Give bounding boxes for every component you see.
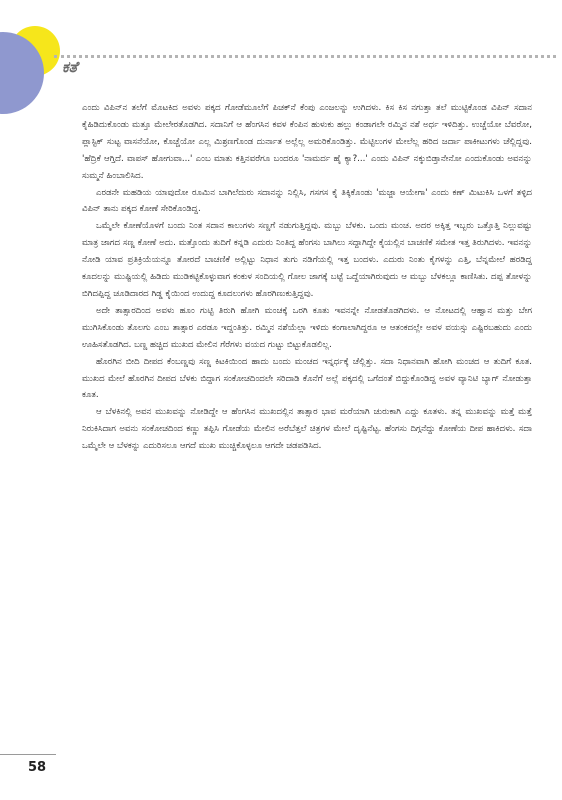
article-body [82,100,532,455]
paragraph-4: ಅದೇ ತಾತ್ಸಾರದಿಂದ ಅವಳು ಹೂಂ ಗುಟ್ಟಿ ತಿರುಗಿ ಹೋಗಿ ಮಂಚಕ್ಕೆ ಒರಗಿ ಕೂತು ಇವನನ್ನೇ ನೋಡತೊಡಗಿದಳು. ಆ ನೋಟದಲ್ಲಿ ಆಹ್ವಾನ ಮತ್ತು ಬೇಗ ಮುಗಿಸಿಕೊಂಡು ತೊಲಗು ಎಂಬ ತಾತ್ಸಾರ ಎರಡೂ ಇದ್ದಂತಿತ್ತು. ರಮ್ಮಿನ ನಶೆಯೆಲ್ಲಾ ಇಳಿದು ಕಂಗಾಲಾಗಿದ್ದರೂ ಆ ಆತಂಕದಲ್ಲೇ ಅವಳ ವಯಸ್ಸು ಎಷ್ಟಿರಬಹುದು ಎಂದು ಊಹಿಸತೊಡಗಿದ. ಬಣ್ಣ ಹಚ್ಚಿದ ಮುಖದ ಮೇಲಿನ ಗೆರೆಗಳು ವಯದ ಗುಟ್ಟು ಬಿಟ್ಟುಕೊಡಲಿಲ್ಲ. [82,305,532,350]
section-label: ಕತೆ [62,58,78,76]
page-number-rule [0,754,56,755]
header-dotted-rule [54,55,556,58]
paragraph-3: ಒಮ್ಮೆಲೇ ಕೋಣೆಯೊಳಗೆ ಬಂದು ನಿಂತ ಸದಾನ ಕಾಲುಗಳು ಸಣ್ಣಗೆ ನಡುಗುತ್ತಿದ್ದವು. ಮಬ್ಬು ಬೆಳಕು. ಒಂದು ಮಂಚ. ಅದರ ಅಕ್ಕಿತ್ತ ಇಬ್ಬರು ಒತ್ತೊತ್ತಿ ನಿಲ್ಲುವಷ್ಟು ಮಾತ್ರ ಜಾಗದ ಸಣ್ಣ ಕೋಣೆ ಅದು. ಮತ್ತೊಂದು ತುದಿಗೆ ಕನ್ನಡಿ ಎದುರು ನಿಂತಿದ್ದ ಹೆಂಗಸು ಬಾಗಿಲು ಸದ್ದಾಗಿದ್ದೇ ಕೈಯಲ್ಲಿನ ಬಾಚಣಿಕೆ ಸಮೇತ ಇತ್ತ ತಿರುಗಿದಳು. ಇವನನ್ನು ನೋಡಿ ಯಾವ ಪ್ರತಿಕ್ರಿಯೆಯನ್ನೂ ತೋರದೆ ಬಾಚಣಿಕೆ ಅಲ್ಲಿಟ್ಟು ನಿಧಾನ ತುಗು ನಡಿಗೆಯಲ್ಲಿ ಇತ್ತ ಬಂದಳು. ಎದುರು ನಿಂತು ಕೈಗಳನ್ನು ಎತ್ತಿ, ಬೆನ್ನಮೇಲೆ ಹರಡಿದ್ದ ಕೂದಲನ್ನು ಮುಷ್ಟಿಯಲ್ಲಿ ಹಿಡಿದು ಮುಡಿಕಟ್ಟಿಕೊಳ್ಳುವಾಗ ಕಂಕುಳ ಸಂದಿಯಲ್ಲಿ ಗೋಲ ಜಾಗಕ್ಕೆ ಬಟ್ಟೆ ಒದ್ದೆಯಾಗಿರುವುದು ಆ ಮಬ್ಬು ಬೆಳಕಲ್ಲೂ ಕಾಣಿಸಿತು. ದಪ್ಪ ತೋಳನ್ನು ಬಿಗಿದಪ್ಪಿದ್ದ ಚೂಡಿದಾರದ ಗಿಡ್ಡ ಕೈಯಿಂದ ಉದುದ್ದ ಕೂದಲುಗಳು ಹೊರಗಿಣುಕುತ್ತಿದ್ದವು. [82,221,532,299]
paragraph-5: ಹೊರಗಿನ ಬೀದಿ ದೀಪದ ಕೆಂಬಣ್ಣವು ಸಣ್ಣ ಕಿಟಕಿಯಿಂದ ಹಾದು ಬಂದು ಮಂಚದ ಇನ್ನರ್ಧಕ್ಕೆ ಚೆಲ್ಲಿತ್ತು. ಸದಾ ನಿಧಾನವಾಗಿ ಹೋಗಿ ಮಂಚದ ಆ ತುದಿಗೆ ಕೂತ. ಮುಖದ ಮೇಲೆ ಹೊರಗಿನ ದೀಪದ ಬೆಳಕು ಬಿದ್ದಾಗ ಸಂಕೋಚದಿಂದಲೇ ಸರಿದಾಡಿ ಕೊನೆಗೆ ಅಲ್ಲೆ ಪಕ್ಕದಲ್ಲಿ ಒಗೆದಂತೆ ಬಿದ್ದುಕೊಂಡಿದ್ದ ಅವಳ ವ್ಯಾನಿಟಿ ಬ್ಯಾಗ್ ನೋಡುತ್ತಾ ಕೂತ. [82,356,532,401]
paragraph-1: ಎಂದು ವಿಪಿನ್‌ನ ತಲೆಗೆ ಮೊಟಕಿದ ಅವಳು ಪಕ್ಕದ ಗೋಡೆಮೂಲೆಗೆ ಪಿಚಕ್‌ನೆ ಕೆಂಪು ಎಂಜಲನ್ನು ಉಗಿದಳು. ಕಿಸ ಕಿಸ ನಗುತ್ತಾ ತಲೆ ಮುಟ್ಟಿಕೊಂಡ ವಿಪಿನ್ ಸದಾನ ಕೈಹಿಡಿದುಕೊಂಡು ಮತ್ತೂ ಮೇಲೇರತೊಡಗಿದ. ಸದಾನಿಗೆ ಆ ಹೆಂಗಸಿನ ಕವಳ ಕೆಂಪಿನ ಹುಳುಕು ಹಲ್ಲು ಕಂಡಾಗಲೇ ರಮ್ಮಿನ ನಶೆ ಅರ್ಧ ಇಳಿದಿತ್ತು. ಉಚ್ಚೆಯೋ ಬೆವರೋ, ಪ್ಲಾಸ್ಟಿಕ್ ಸುಟ್ಟ ವಾಸನೆಯೋ, ಕೊಚ್ಚೆಯೋ ಎಲ್ಲ ಮಿಶ್ರಣಗೊಂಡ ದುರ್ನಾತ ಅಲ್ಲೆಲ್ಲ ಅಮರಿಕೊಂಡಿತ್ತು. ಮೆಟ್ಟಿಲುಗಳ ಮೇಲೆಲ್ಲ ಹರಿದ ಜರ್ದಾ ಪಾಕೀಟುಗಳು ಚೆಲ್ಲಿದ್ದವು. 'ಹೆದ್ರಿಕೆ ಆಗ್ತಿದೆ. ವಾಪಸ್ ಹೋಗುವಾ...' ಎಂಬ ಮಾತು ಕತ್ತಿನವರೆಗೂ ಬಂದರೂ 'ನಾಮರ್ದ ಹೈ ಕ್ಯಾ?...' ಎಂದು ವಿಪಿನ್ ನಕ್ಕುಬಿಡ್ತಾನೇನೋ ಎಂದುಕೊಂಡು ಅವನನ್ನು ಸುಮ್ಮನೆ ಹಿಂಬಾಲಿಸಿದ. [82,103,532,181]
page-number: 58 [28,760,47,775]
paragraph-6: ಆ ಬೆಳಕಿನಲ್ಲಿ ಅವನ ಮುಖವನ್ನು ನೋಡಿದ್ದೇ ಆ ಹೆಂಗಸಿನ ಮುಖದಲ್ಲಿನ ತಾತ್ಸಾರ ಭಾವ ಮರೆಯಾಗಿ ಚುರುಕಾಗಿ ಎದ್ದು ಕೂತಳು. ತನ್ನ ಮುಖವನ್ನು ಮತ್ತೆ ಮತ್ತೆ ನಿರುಕಿಸಿದಾಗ ಅವನು ಸಂಕೋಚದಿಂದ ಕಣ್ಣು ತಪ್ಪಿಸಿ ಗೋಡೆಯ ಮೇಲಿನ ಅರೆಬೆತ್ತಲೆ ಚಿತ್ರಗಳ ಮೇಲೆ ದೃಷ್ಟಿನೆಟ್ಟ. ಹೆಂಗಸು ದಿಗ್ಗನೆದ್ದು ಕೋಣೆಯ ದೀಪ ಹಾಕಿದಳು. ಸದಾ ಒಮ್ಮೆಲೇ ಆ ಬೆಳಕನ್ನು ಎದುರಿಸಲೂ ಆಗದೆ ಮುಖ ಮುಚ್ಚಿಕೊಳ್ಳಲೂ ಆಗದೇ ಚಡಪಡಿಸಿದ. [82,407,532,452]
paragraph-2: ಎರಡನೇ ಮಹಡಿಯ ಯಾವುದೋ ರೂಮಿನ ಬಾಗಿಲೆದುರು ಸದಾನನ್ನು ನಿಲ್ಲಿಸಿ, ಗಸಗಸ ಕೈ ತಿಕ್ಕಿಕೊಂಡು 'ಮಜ್ಜಾ ಆಯೇಗಾ' ಎಂದು ಕಣ್ ಮಿಟುಕಿಸಿ ಒಳಗೆ ತಳ್ಳಿದ ವಿಪಿನ್ ತಾನು ಪಕ್ಕದ ಕೋಣೆ ಸೇರಿಕೊಂಡಿದ್ದ. [82,187,532,215]
